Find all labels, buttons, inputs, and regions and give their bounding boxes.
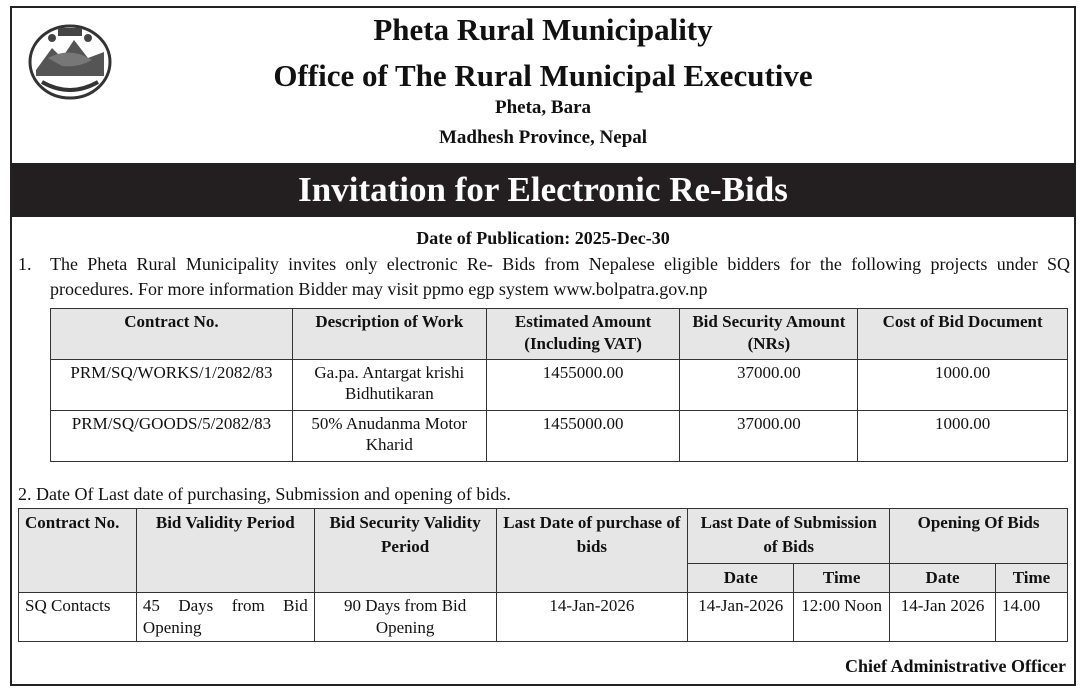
publication-date: Date of Publication: 2025-Dec-30 <box>416 228 670 248</box>
col-header-opening: Opening Of Bids <box>890 509 1068 564</box>
col-header-last-purchase: Last Date of purchase of bids <box>496 509 688 593</box>
bid-security-cell: 37000.00 <box>680 411 858 462</box>
col-header-bid-validity: Bid Validity Period <box>136 509 314 593</box>
opening-date-cell: 14-Jan 2026 <box>890 593 996 642</box>
col-header-opening-time: Time <box>995 564 1067 593</box>
header <box>12 8 1074 160</box>
description-cell: 50% Anudanma Motor Kharid <box>292 411 486 462</box>
estimated-amount-cell: 1455000.00 <box>486 360 680 411</box>
bid-document-cost-cell: 1000.00 <box>858 411 1068 462</box>
col-header-opening-date: Date <box>890 564 996 593</box>
municipality-name: Pheta Rural Municipality <box>373 12 713 47</box>
opening-time-cell: 14.00 <box>995 593 1067 642</box>
contract-no-cell: PRM/SQ/GOODS/5/2082/83 <box>51 411 293 462</box>
contract-no-cell: SQ Contacts <box>19 593 137 642</box>
signature-title: Chief Administrative Officer <box>845 656 1066 676</box>
last-purchase-cell: 14-Jan-2026 <box>496 593 688 642</box>
section-1-number: 1. <box>18 254 32 274</box>
description-cell: Ga.pa. Antargat krishi Bidhutikaran <box>292 360 486 411</box>
projects-table-header-row <box>51 309 1068 360</box>
office-location: Pheta, Bara <box>494 97 592 118</box>
security-validity-cell: 90 Days from Bid Opening <box>314 593 496 642</box>
projects-table <box>50 308 1068 462</box>
section-1-text: The Pheta Rural Municipality invites only electronic Re- Bids from Nepalese eligible bidders for the following projects under SQ procedures. For more information Bidder may visit ppmo egp system www.bolpatra.gov.np <box>50 254 1070 299</box>
col-header-contract-no: Contract No. <box>51 309 293 360</box>
table-row <box>51 360 1068 411</box>
bid-security-cell: 37000.00 <box>680 360 858 411</box>
estimated-amount-cell: 1455000.00 <box>486 411 680 462</box>
table-row <box>19 593 1068 642</box>
office-province: Madhesh Province, Nepal <box>438 127 648 148</box>
submission-time-cell: 12:00 Noon <box>794 593 890 642</box>
bid-dates-table <box>18 508 1068 642</box>
bid-validity-cell: 45 Days from Bid Opening <box>136 593 314 642</box>
col-header-bid-security: Bid Security Amount (NRs) <box>680 309 858 360</box>
section-2-heading: 2. Date Of Last date of purchasing, Submission and opening of bids. <box>18 484 511 504</box>
col-header-estimated-amount: Estimated Amount (Including VAT) <box>486 309 680 360</box>
notice-title-banner: Invitation for Electronic Re-Bids <box>12 163 1074 217</box>
col-header-submission-date: Date <box>688 564 794 593</box>
submission-date-cell: 14-Jan-2026 <box>688 593 794 642</box>
col-header-security-validity: Bid Security Validity Period <box>314 509 496 593</box>
col-header-contract-no: Contract No. <box>19 509 137 593</box>
col-header-last-submission: Last Date of Submission of Bids <box>688 509 890 564</box>
table-row <box>51 411 1068 462</box>
bid-dates-header-row <box>19 509 1068 564</box>
notice-page <box>10 6 1076 686</box>
contract-no-cell: PRM/SQ/WORKS/1/2082/83 <box>51 360 293 411</box>
col-header-submission-time: Time <box>794 564 890 593</box>
col-header-bid-document-cost: Cost of Bid Document <box>858 309 1068 360</box>
office-name: Office of The Rural Municipal Executive <box>273 58 813 93</box>
bid-document-cost-cell: 1000.00 <box>858 360 1068 411</box>
col-header-description: Description of Work <box>292 309 486 360</box>
